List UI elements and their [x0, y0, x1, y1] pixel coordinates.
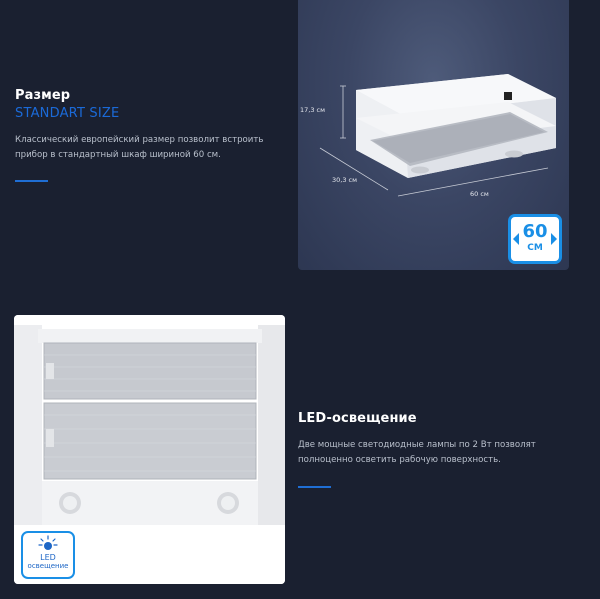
led-description: Две мощные светодиодные лампы по 2 Вт позволят полноценно осветить рабочую поверхность.: [298, 440, 536, 465]
led-lighting-badge: [21, 531, 75, 579]
led-section-text: [298, 411, 568, 468]
size-divider: [15, 180, 48, 182]
hood-led-image: [14, 315, 285, 584]
size-subtitle: STANDART SIZE: [15, 106, 120, 121]
badge-unit: СМ: [527, 243, 543, 253]
hood-dimensions-image: [298, 0, 569, 270]
led-divider: [298, 486, 331, 488]
size-title: Размер: [15, 88, 71, 103]
size-section-text: [15, 88, 285, 163]
height-dimension-label: 17,3 см: [300, 106, 326, 114]
width-dimension-label: 60 см: [470, 190, 489, 198]
size-description: Классический европейский размер позволит встроить прибор в стандартный шкаф шириной 60 см.: [15, 135, 264, 160]
badge-value: 60: [522, 221, 548, 242]
led-badge-line1: LED: [40, 553, 56, 562]
light-bulb-icon: [38, 535, 58, 553]
size-60cm-badge: [508, 214, 562, 264]
led-title: LED-освещение: [298, 411, 417, 426]
led-badge-line2: освещение: [27, 562, 69, 570]
depth-dimension-label: 30,3 см: [332, 176, 358, 184]
